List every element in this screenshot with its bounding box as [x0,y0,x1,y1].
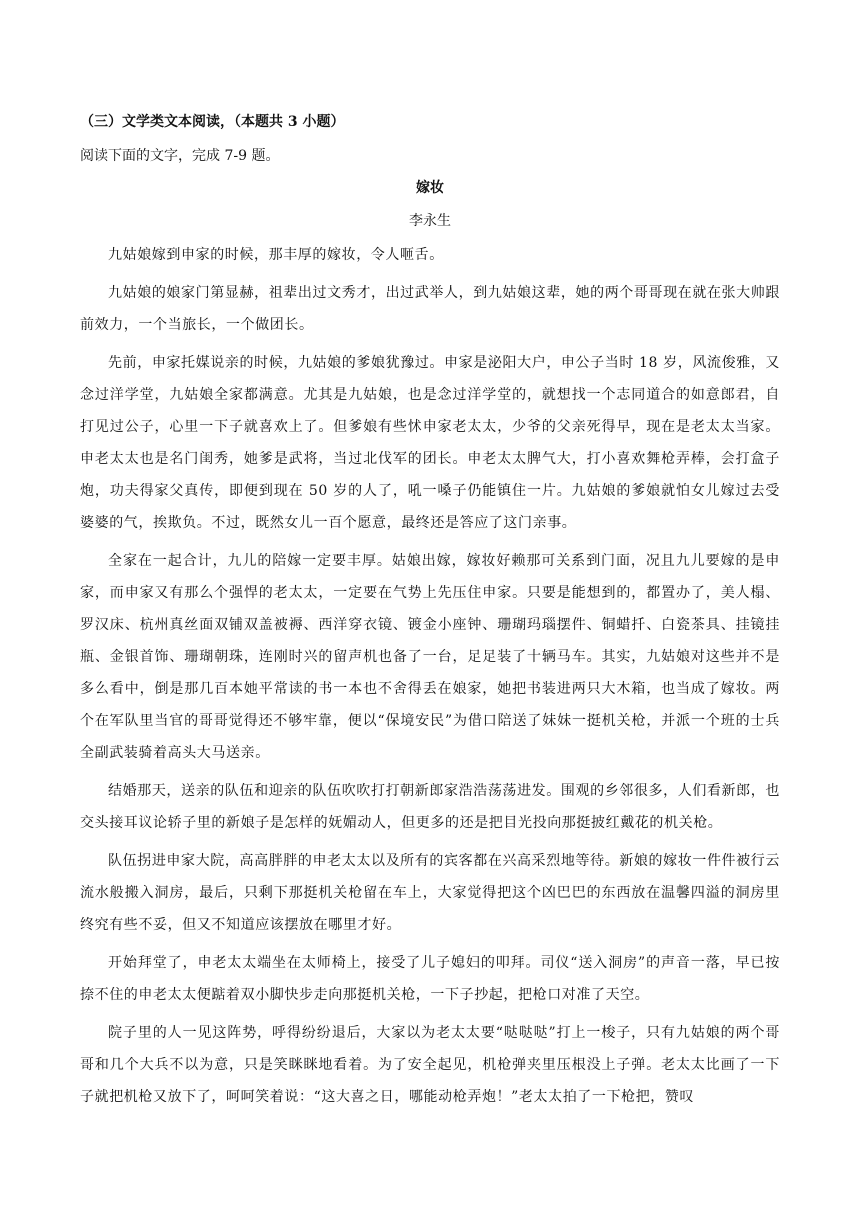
paragraph-3: 先前，申家托媒说亲的时候，九姑娘的爹娘犹豫过。申家是泌阳大户，申公子当时 18 岁，风流俊雅，又念过洋学堂，九姑娘全家都满意。尤其是九姑娘，也是念过洋学堂的，就想找一个志同道合的如意郎君，自打见过公子，心里一下子就喜欢上了。但爹娘有些怵申家老太太，少爷的父亲死得早，现在是老太太当家。申老太太也是名门闺秀，她爹是武将，当过北伐军的团长。申老太太脾气大，打小喜欢舞枪弄棒，会打盒子炮，功夫得家父真传，即便到现在 50 岁的人了，吼一嗓子仍能镇住一片。九姑娘的爹娘就怕女儿嫁过去受婆婆的气，挨欺负。不过，既然女儿一百个愿意，最终还是答应了这门亲事。 [80,355,780,531]
article-body [80,239,780,1119]
paragraph-4: 全家在一起合计，九儿的陪嫁一定要丰厚。姑娘出嫁，嫁妆好赖那可关系到门面，况且九儿要嫁的是申家，而申家又有那么个强悍的老太太，一定要在气势上先压住申家。只要是能想到的，都置办了，美人榻、罗汉床、杭州真丝面双铺双盖被褥、西洋穿衣镜、镀金小座钟、珊瑚玛瑙摆件、铜蜡扦、白瓷茶具、挂镜挂瓶、金银首饰、珊瑚朝珠，连刚时兴的留声机也备了一台，足足装了十辆马车。其实，九姑娘对这些并不是多么看中，倒是那几百本她平常读的书一本也不舍得丢在娘家，她把书装进两只大木箱，也当成了嫁妆。两个在军队里当官的哥哥觉得还不够牢靠，便以“保境安民”为借口陪送了妹妹一挺机关枪，并派一个班的士兵全副武装骑着高头大马送亲。 [80,553,780,761]
paragraph-1: 九姑娘嫁到申家的时候，那丰厚的嫁妆，令人咂舌。 [108,247,444,263]
paragraph-2: 九姑娘的娘家门第显赫，祖辈出过文秀才，出过武举人，到九姑娘这辈，她的两个哥哥现在就在张大帅跟前效力，一个当旅长，一个做团长。 [80,285,780,333]
section-heading: （三）文学类文本阅读，（本题共 3 小题） [80,114,345,130]
article-author: 李永生 [409,213,451,229]
article-title: 嫁妆 [416,180,444,196]
paragraph-7: 开始拜堂了，申老太太端坐在太师椅上，接受了儿子媳妇的叩拜。司仪“送入洞房”的声音一落，早已按捺不住的申老太太便踮着双小脚快步走向那挺机关枪，一下子抄起，把枪口对准了天空。 [80,955,780,1003]
paragraph-6: 队伍拐进申家大院，高高胖胖的申老太太以及所有的宾客都在兴高采烈地等待。新娘的嫁妆一件件被行云流水般搬入洞房，最后，只剩下那挺机关枪留在车上，大家觉得把这个凶巴巴的东西放在温馨四溢的洞房里终究有些不妥，但又不知道应该摆放在哪里才好。 [80,853,780,933]
reading-instruction: 阅读下面的文字，完成 7-9 题。 [80,148,280,164]
paragraph-5: 结婚那天，送亲的队伍和迎亲的队伍吹吹打打朝新郎家浩浩荡荡进发。围观的乡邻很多，人们看新郎，也交头接耳议论轿子里的新娘子是怎样的妩媚动人，但更多的还是把目光投向那挺披红戴花的机关枪。 [80,783,780,831]
paragraph-8: 院子里的人一见这阵势，呼得纷纷退后，大家以为老太太要“哒哒哒”打上一梭子，只有九姑娘的两个哥哥和几个大兵不以为意，只是笑眯眯地看着。为了安全起见，机枪弹夹里压根没上子弹。老太太比画了一下子就把机枪又放下了，呵呵笑着说：“这大喜之日，哪能动枪弄炮！”老太太拍了一下枪把，赞叹 [80,1025,780,1105]
